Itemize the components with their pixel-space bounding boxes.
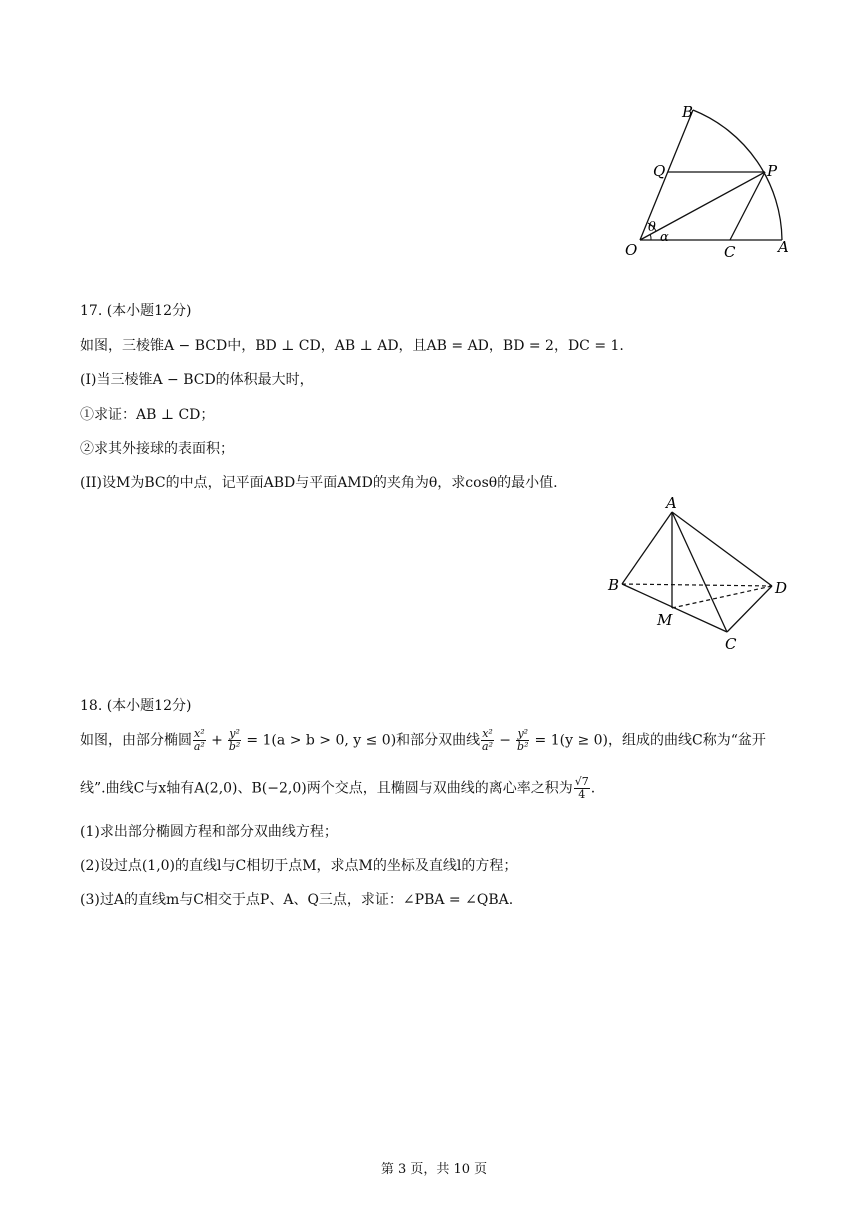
edge-AC [672,512,727,632]
label-C: C [724,243,736,261]
hyperbola-x-fraction: $\frac{\text{x²}}{\text{a²}}$ [482,727,493,753]
ellipse-x-fraction: $\frac{\text{x²}}{\text{a²}}$ [193,727,205,753]
tetrahedron-figure [600,492,800,657]
label-M: M [657,611,673,629]
q18-stem-d: 线”.曲线C与x轴有A(2,0)、B(−2,0)两个交点，且椭圆与双曲线的离心率之积为 [80,780,573,797]
label-theta: θ [648,220,656,235]
q17-part1b: ②求其外接球的表面积； [80,441,234,457]
q18-stem-a: 如图，由部分椭圆 [80,732,192,749]
q18-part1: (1)求出部分椭圆方程和部分双曲线方程； [80,824,338,840]
q17-part1a: ①求证：AB ⊥ CD； [80,407,215,423]
label-B: B [682,103,694,121]
label-O: O [625,241,638,259]
edge-AD [672,512,772,586]
sector-figure [615,95,815,265]
q18-header: 18. (本小题12分) [80,698,192,714]
label-A: A [666,494,677,512]
segment-OP [640,172,765,240]
hyperbola-y-fraction: $\frac{\text{y²}}{\text{b²}}$ [517,727,529,753]
q17-header: 17. (本小题12分) [80,303,192,319]
eccentricity-product-fraction: $\frac{√7}{4}$ [574,775,589,801]
edge-DC [727,586,772,632]
label-Q: Q [653,162,666,180]
q17-part2: (II)设M为BC的中点，记平面ABD与平面AMD的夹角为θ，求cosθ的最小值. [80,475,558,491]
q17-part1: (I)当三棱锥A − BCD的体积最大时， [80,372,314,388]
edge-MD-hidden [672,586,772,608]
q18-stem-line1: 如图，由部分椭圆 $\frac{\text{x²}}{\text{a²}}$ + $\frac{\text{y²}}{\text{b²}}$ = 1(a > b > 0, y ≤ 0)和部分双曲线 $\frac{\text{x²}}{\text{a²}}$ − $\frac{\text{y²}}{\text{b²}}$ = 1(y ≥ 0)，组成的曲线C称为“盆开 [80,727,766,753]
q18-part2: (2)设过点(1,0)的直线l与C相切于点M，求点M的坐标及直线l的方程； [80,858,518,874]
q18-stem-c: = 1(y ≥ 0)，组成的曲线C称为“盆开 [530,732,766,749]
sector-diagram [615,95,815,265]
q18-stem-b: = 1(a > b > 0, y ≤ 0)和部分双曲线 [241,732,481,749]
q18-part3: (3)过A的直线m与C相交于点P、A、Q三点，求证：∠PBA = ∠QBA. [80,892,514,908]
q18-stem-line2: 线”.曲线C与x轴有A(2,0)、B(−2,0)两个交点，且椭圆与双曲线的离心率之积为 $\frac{√7}{4}$ . [80,775,596,801]
label-alpha: α [660,230,669,245]
label-C: C [725,635,737,653]
page-footer: 第 3 页，共 10 页 [380,1162,488,1177]
label-A: A [778,238,789,256]
tetrahedron-diagram [600,492,800,657]
ellipse-y-fraction: $\frac{\text{y²}}{\text{b²}}$ [228,727,241,753]
edge-AB [622,512,672,584]
label-D: D [775,579,788,597]
edge-BD-hidden [622,584,772,586]
label-B: B [608,576,620,594]
label-P: P [767,162,778,180]
q17-stem: 如图，三棱锥A − BCD中，BD ⊥ CD，AB ⊥ AD，且AB = AD，BD = 2，DC = 1. [80,338,624,354]
